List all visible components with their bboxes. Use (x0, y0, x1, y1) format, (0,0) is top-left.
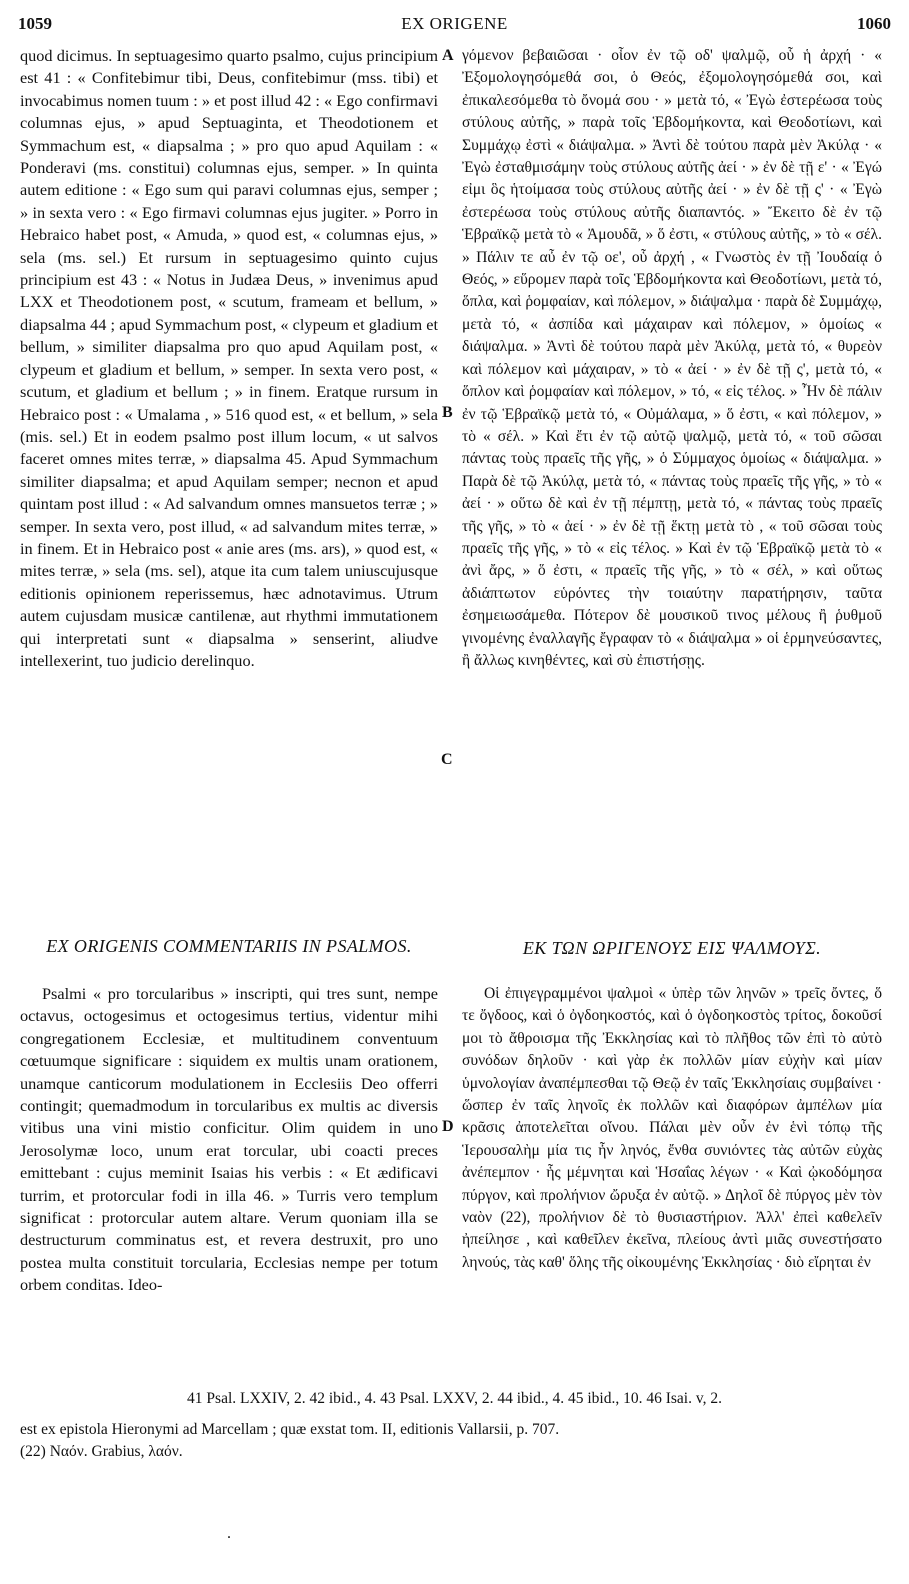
margin-marker-a: A (442, 47, 454, 64)
latin-text-bottom: Psalmi « pro torcularibus » inscripti, qui tres sunt, nempe octavus, octogesimus et octogesimus tertius, videntur mihi congregationem Ecclesiæ, et multitudinem conventuum cœtuumque significare : siquidem ex multis unam orationem, unamque canticorum modulationem in Ecclesiis Deo offerri contingit; quemadmodum in torcularibus ex multis ac diversis vitibus una vini mistio conficitur. Olim quidem in uno Jerosolymæ loco, unum erat torcular, ubi coacti preces emittebant : cujus meminit Isaias his verbis : « Et ædificavi turrim, et protorcular fodi in illa 46. » Turris vero templum significat : protorcular autem altare. Verum quoniam illa se destructurum comminatus est, et revera destruxit, pro uno postea multa constituit torcularia, Ecclesias nempe per totum orbem conditas. Ideo- (20, 984, 438, 1295)
latin-column-bottom (20, 983, 438, 1297)
greek-text-bottom: Οἱ ἐπιγεγραμμένοι ψαλμοὶ « ὑπὲρ τῶν ληνῶν » τρεῖς ὄντες, ὅ τε ὄγδοος, καὶ ὁ ὀγδοηκοστός, καὶ ὁ ὀγδοηκοστὸς τρίτος, δοκοῦσί μοι τὸ ἄθροισμα τῆς Ἐκκλησίας καὶ τὸ πλῆθος τῶν ἐπὶ τὸ αὐτὸ συνόδων δηλοῦν · καὶ γὰρ ἐκ πολλῶν μίαν εὐχὴν καὶ μίαν ὑμνολογίαν ἀναπέμπεσθαι τῷ Θεῷ ἐν ταῖς Ἐκκλησίαις συμβαίνει · ὥσπερ ἐν ταῖς ληνοῖς ἐκ πολλῶν καὶ διαφόρων ἀμπέλων μία κρᾶσις ἀποτελεῖται οἴνου. Πάλαι μὲν οὖν ἐν ἑνὶ τόπῳ τῆς Ἱερουσαλὴμ μία τις ἦν ληνός, ἔνθα συνιόντες τὰς αὐτῶν εὐχὰς ἀνέπεμπον · ἧς μέμνηται καὶ Ἡσαΐας λέγων · « Καὶ ᾠκοδόμησα πύργον, καὶ προλήνιον ὤρυξα ἐν αὐτῷ. » Δηλοῖ δὲ πύργος μὲν τὸν ναὸν (22), προλήνιον δὲ τὸ θυσιαστήριον. Ἀλλ' ἐπεὶ καθελεῖν ἠπείλησε , καὶ καθεῖλεν ἐκεῖνα, πλείους ἀντὶ μιᾶς συνεστήσατο ληνούς, τὰς καθ' ὅλης τῆς οἰκουμένης Ἐκκλησίας · διὸ εἴρηται ἐν (462, 985, 882, 1271)
section-title-latin: EX ORIGENIS COMMENTARIIS IN PSALMOS. (46, 936, 412, 956)
footnote-references: 41 Psal. LXXIV, 2. 42 ibid., 4. 43 Psal. LXXV, 2. 44 ibid., 4. 45 ibid., 10. 46 Isai. v, 2. (187, 1390, 722, 1407)
latin-column-top (20, 45, 438, 672)
footnote-source-note: est ex epistola Hieronymi ad Marcellam ; quæ exstat tom. II, editionis Vallarsii, p. 707. (20, 1421, 560, 1438)
section-title-greek: ΕΚ ΤΩΝ ΩΡΙΓΕΝΟΥΣ ΕΙΣ ΨΑΛΜΟΥΣ. (522, 938, 822, 958)
margin-marker-d: D (442, 1118, 454, 1135)
margin-marker-c: C (441, 751, 453, 768)
stray-mark: . (227, 1525, 231, 1542)
greek-column-top (462, 45, 882, 672)
page-number-right: 1060 (857, 14, 891, 33)
margin-marker-b: B (442, 404, 453, 421)
page-number-left: 1059 (18, 14, 52, 33)
greek-column-bottom (462, 983, 882, 1274)
greek-text-top: γόμενον βεβαιῶσαι · οἷον ἐν τῷ οδ' ψαλμῷ, οὗ ἡ ἀρχή · « Ἐξομολογησόμεθά σοι, ὁ Θεός, ἐξομολογησόμεθά σοι, καὶ ἐπικαλεσόμεθα τὸ ὄνομά σου · » μετὰ τό, « Ἐγὼ ἐστερέωσα τοὺς στύλους αὐτῆς, » παρὰ τοῖς Ἑβδομήκοντα, καὶ Θεοδοτίωνι, καὶ Συμμάχῳ ἐστὶ « διάψαλμα. » Ἀντὶ δὲ τούτου παρὰ μὲν Ἀκύλᾳ · « Ἐγὼ ἐσταθμισάμην τοὺς στύλους αὐτῆς ἀεί · » ἐν δὲ τῇ ε' · « Ἐγώ εἰμι ὃς ἡτοίμασα τοὺς στύλους αὐτῆς ἀεί · » ἐν δὲ τῇ ς' · « Ἐγὼ ἐστερέωσα τοὺς στύλους αὐτῆς διαπαντός. » Ἔκειτο δὲ ἐν τῷ Ἑβραϊκῷ μετὰ τὸ « Ἀμουδᾶ, » ὅ ἐστι, « στύλους αὐτῆς, » τὸ « σέλ. » Πάλιν τε αὖ ἐν τῷ οε', οὗ ἀρχή , « Γνωστὸς ἐν τῇ Ἰουδαίᾳ ὁ Θεός, » εὕρομεν παρὰ τοῖς Ἑβδομήκοντα καὶ Θεοδοτίωνι, μετὰ τό, ὅπλα, καὶ ῥομφαίαν, καὶ πόλεμον, » διάψαλμα · παρὰ δὲ Συμμάχῳ, μετὰ τό, « ἀσπίδα καὶ μάχαιραν καὶ πόλεμον, » ὁμοίως « διάψαλμα. » Ἀντὶ δὲ τούτου παρὰ μὲν Ἀκύλᾳ, μετὰ τό, « θυρεὸν καὶ πόλεμον καὶ μάχαιραν, » τὸ « ἀεί · » ἐν δὲ τῇ ς', μετὰ τό, « ὅπλον καὶ ῥομφαίαν καὶ πόλεμον, » τό, « εἰς τέλος. » Ἦν δὲ πάλιν ἐν τῷ Ἑβραϊκῷ μετὰ τό, « Οὐμάλαμα, » ὅ ἐστι, « καὶ πόλεμον, » τὸ « σέλ. » Καὶ ἔτι ἐν τῷ αὐτῷ ψαλμῷ, μετὰ τό, « τοῦ σῶσαι πάντας τοὺς πραεῖς τῆς γῆς, » ὁ Σύμμαχος ὁμοίως « διάψαλμα. » Παρὰ δὲ τῷ Ἀκύλᾳ, μετὰ τό, « πάντας τοὺς πραεῖς τῆς γῆς, » τὸ « ἀεί · » οὕτω δὲ καὶ ἐν τῇ πέμπτῃ, μετὰ τό, « πάντας τοὺς πραεῖς τῆς γῆς, » τὸ « ἀεί · » ἐν δὲ τῇ ἕκτῃ μετὰ τὸ , « τοῦ σῶσαι τοὺς πραεῖς τῆς γῆς, » τὸ « εἰς τέλος. » Καὶ ἐν τῷ Ἑβραϊκῷ μετὰ τὸ « ἀνὶ ἄρς, » ὅ ἐστι, « πραεῖς τῆς γῆς, » τὸ « σέλ, » καὶ οὕτως ἀδιάπτωτον εὑρόντες τὴν τοιαύτην παρατήρησιν, ταῦτα ἐσημειωσάμεθα. Πότερον δὲ μουσικοῦ τινος μέλους ἢ ῥυθμοῦ γινομένης ἐναλλαγῆς ἔγραφαν τὸ « διάψαλμα » οἱ ἑρμηνεύσαντες, ἢ ἄλλως κινηθέντες, καὶ σὺ ἐπιστήσῃς. (462, 47, 882, 669)
running-title: EX ORIGENE (401, 14, 508, 33)
latin-text-top: quod dicimus. In septuagesimo quarto psalmo, cujus principium est 41 : « Confitebimur tibi, Deus, confitebimur (mss. tibi) et invocabimus nomen tuum : » et post illud 42 : « Ego confirmavi columnas ejus, » apud Septuaginta, et Theodotionem et Symmachum est, « diapsalma ; » pro quo apud Aquilam : « Ponderavi (ms. constitui) columnas ejus, semper. » In quinta autem editione : « Ego sum qui paravi columnas ejus, semper ; » in sexta vero : « Ego firmavi columnas ejus jugiter. » Porro in Hebraico habet post, « Amuda, » quod est, « columnas ejus, » sela (ms. sel.) Et rursum in septuagesimo quinto cujus principium est 43 : « Notus in Judæa Deus, » invenimus apud LXX et Theodotionem post, « scutum, frameam et bellum, » diapsalma 44 ; apud Symmachum post, « clypeum et gladium et bellum, » similiter diapsalma pro quo apud Aquilam post, « clypeum et gladium et bellum, » semper. In sexta vero post, « scutum, et gladium et bellum ; » in finem. Eratque rursum in Hebraico post : « Umalama , » 516 quod est, « et bellum, » sela (mis. sel.) Et in eodem psalmo post illum locum, « ut salvos faceret omnes mites terræ, » diapsalma 45. Apud Symmachum similiter diapsalma; et apud Aquilam semper; necnon et apud quintam post illud : « Ad salvandum omnes mansuetos terræ ; » semper. In sexta vero, post illud, « ad salvandum mites terræ, » in finem. Et in Hebraico post « anie ares (ms. ars), » quod est, « mites terræ, » sela (ms. sel), atque ita cum talem uniuscujusque editionis opinionem reperissemus, hæc adnotavimus. Utrum autem cujusdam musicæ cantilenæ, aut rhythmi immutationem qui interpretati sunt « diapsalma » senserint, aliudve intellexerint, tuo judicio derelinquo. (20, 46, 438, 670)
footnote-greek-note: (22) Ναόν. Grabius, λαόν. (20, 1443, 183, 1460)
page-header (18, 14, 891, 42)
